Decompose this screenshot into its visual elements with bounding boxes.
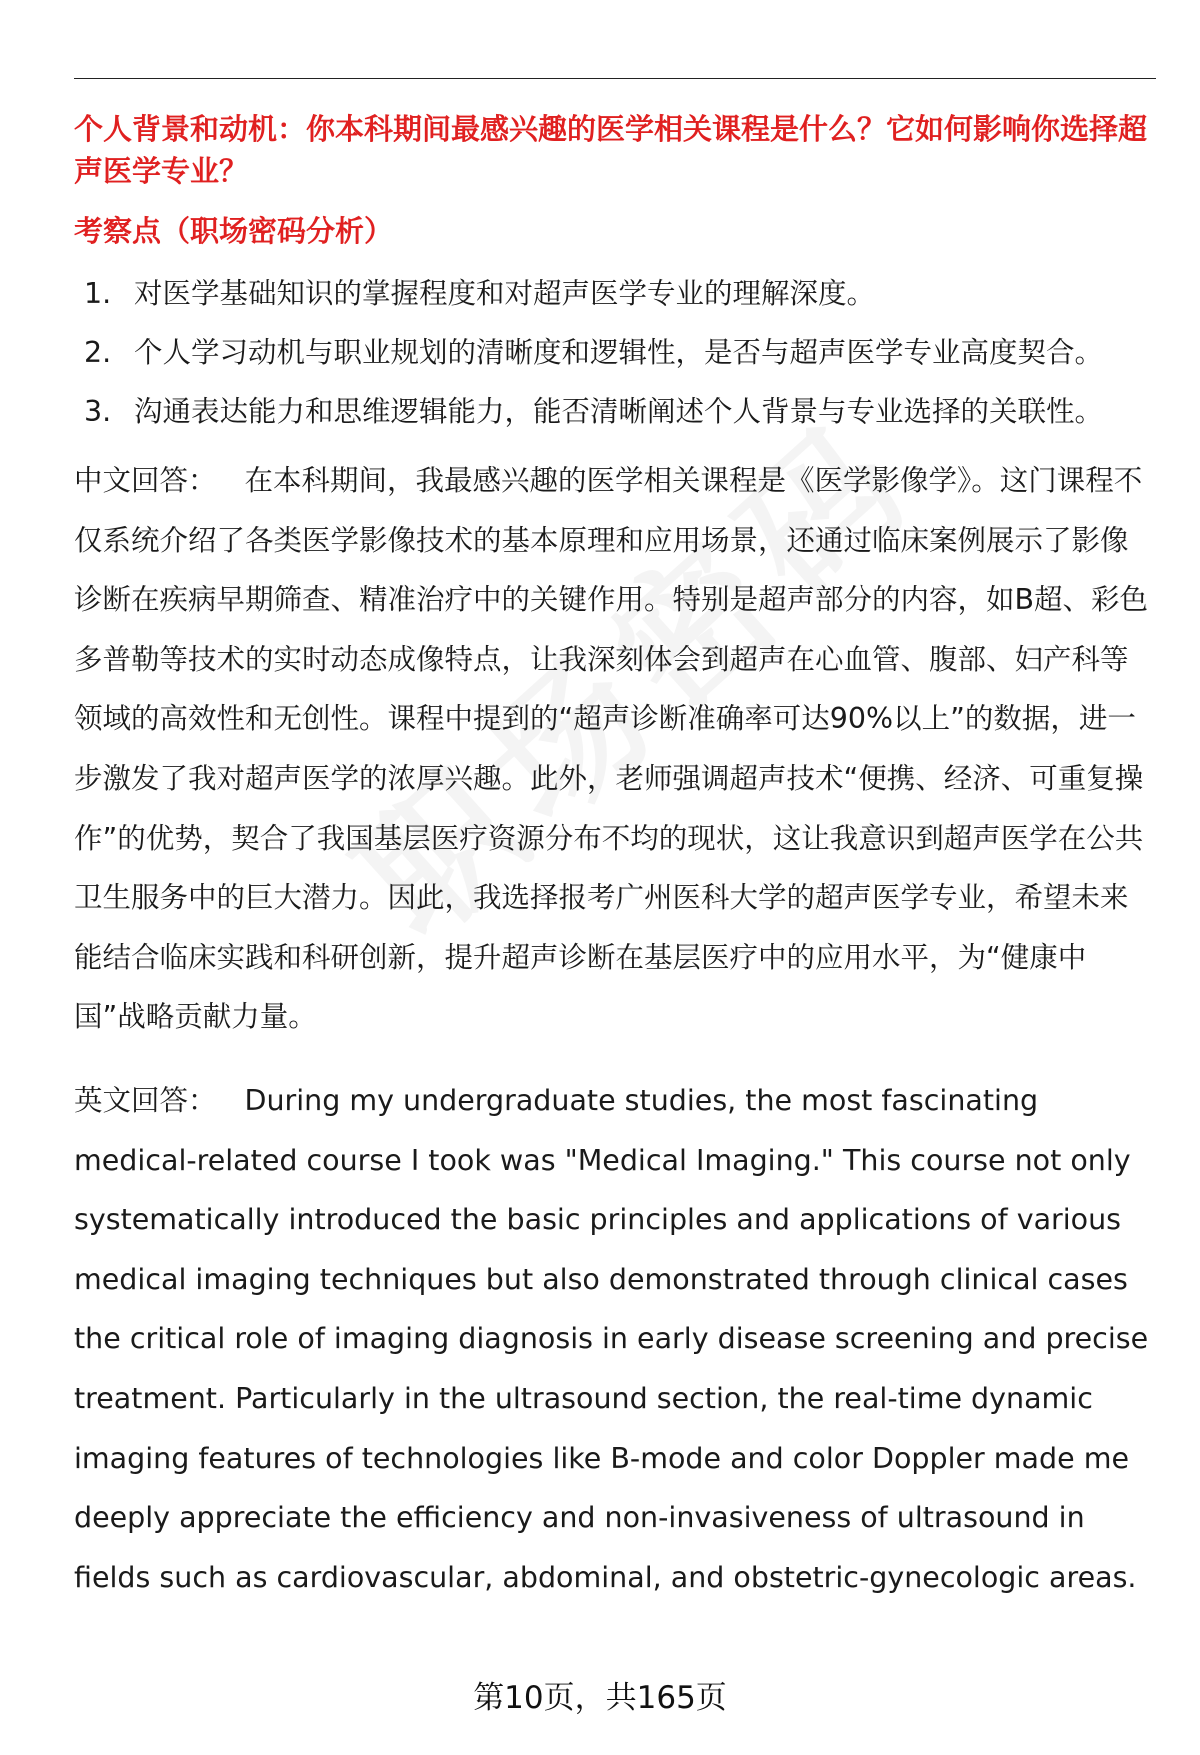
page-number: 第10页，共165页 — [473, 1680, 727, 1716]
chinese-answer — [74, 451, 1156, 1047]
list-text: 个人学习动机与职业规划的清晰度和逻辑性，是否与超声医学专业高度契合。 — [134, 336, 1104, 369]
document-body — [74, 108, 1156, 1607]
top-rule — [74, 78, 1156, 79]
assessment-points — [74, 274, 1156, 431]
list-item — [74, 333, 1156, 372]
list-text: 沟通表达能力和思维逻辑能力，能否清晰阐述个人背景与专业选择的关联性。 — [134, 395, 1104, 428]
list-number: 2. — [84, 336, 112, 369]
list-number: 3. — [84, 395, 112, 428]
chinese-answer-text: 在本科期间，我最感兴趣的医学相关课程是《医学影像学》。这门课程不仅系统介绍了各类医学影像技术的基本原理和应用场景，还通过临床案例展示了影像诊断在疾病早期筛查、精准治疗中的关键作用。特别是超声部分的内容，如B超、彩色多普勒等技术的实时动态成像特点，让我深刻体会到超声在心血管、腹部、妇产科等领域的高效性和无创性。课程中提到的“超声诊断准确率可达90%以上”的数据，进一步激发了我对超声医学的浓厚兴趣。此外，老师强调超声技术“便携、经济、可重复操作”的优势，契合了我国基层医疗资源分布不均的现状，这让我意识到超声医学在公共卫生服务中的巨大潜力。因此，我选择报考广州医科大学的超声医学专业，希望未来能结合临床实践和科研创新，提升超声诊断在基层医疗中的应用水平，为“健康中国”战略贡献力量。 — [74, 464, 1149, 1034]
english-answer — [74, 1071, 1156, 1607]
english-answer-label: 英文回答： — [74, 1083, 217, 1117]
list-text: 对医学基础知识的掌握程度和对超声医学专业的理解深度。 — [134, 277, 876, 310]
chinese-answer-label: 中文回答： — [74, 464, 217, 497]
list-item — [74, 274, 1156, 313]
question-heading: 个人背景和动机：你本科期间最感兴趣的医学相关课程是什么？它如何影响你选择超声医学专业？ — [74, 112, 1148, 188]
section-title: 考察点（职场密码分析） — [74, 214, 394, 248]
english-answer-text: During my undergraduate studies, the most fascinating medical-related course I took was "Medical Imaging." This course not only systematically introduced the basic principles and applications of various medical imaging techniques but also demonstrated through clinical cases the critical role of imaging diagnosis in early disease screening and precise treatment. Particularly in the ultrasound section, the real-time dynamic imaging features of technologies like B-mode and color Doppler made me deeply appreciate the efficiency and non-invasiveness of ultrasound in fields such as cardiovascular, abdominal, and obstetric-gynecologic areas. — [74, 1083, 1149, 1594]
list-item — [74, 392, 1156, 431]
list-number: 1. — [84, 277, 112, 310]
